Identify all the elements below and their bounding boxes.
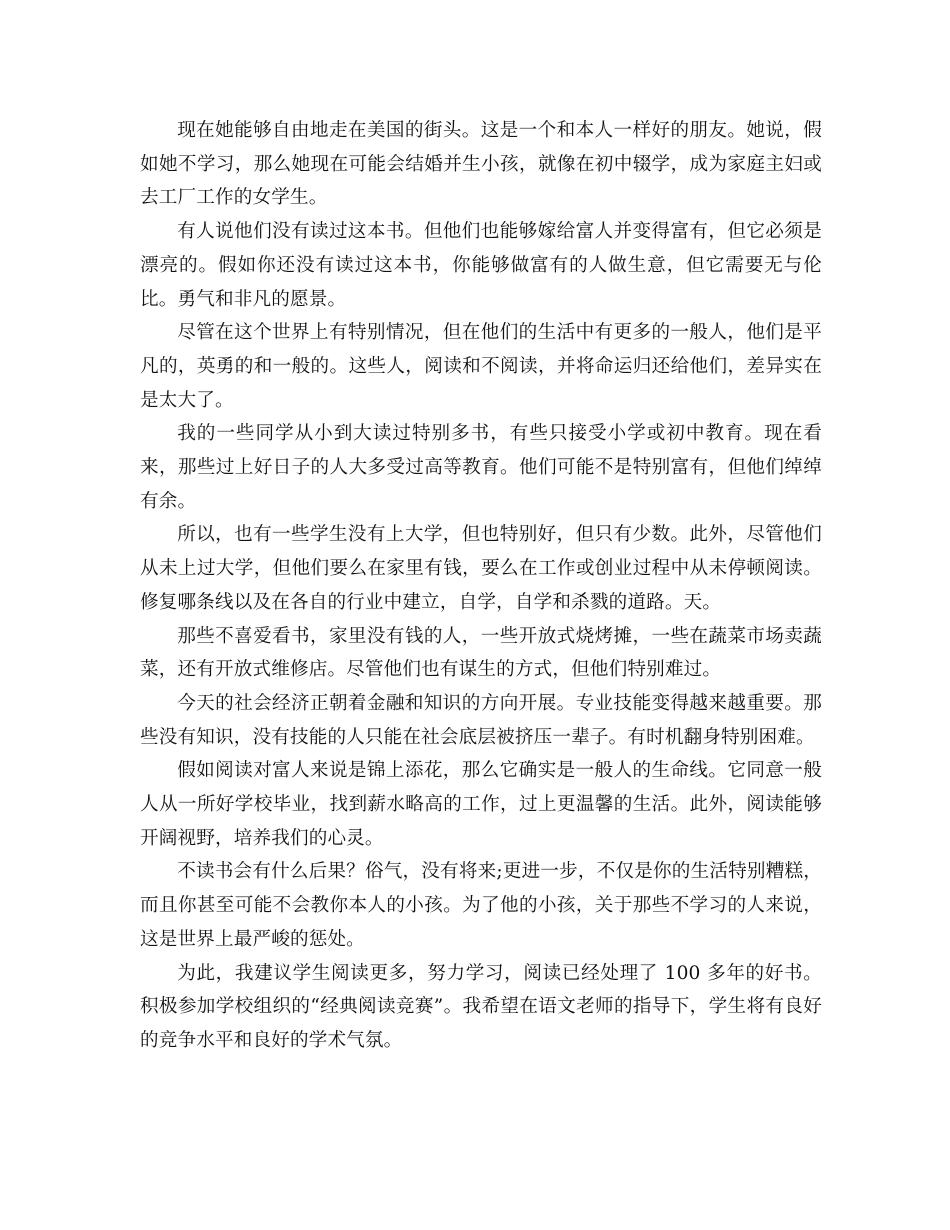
paragraph-2: 有人说他们没有读过这本书。但他们也能够嫁给富人并变得富有，但它必须是漂亮的。假如你还没有读过这本书，你能够做富有的人做生意，但它需要无与伦比。勇气和非凡的愿景。 (140, 221, 822, 310)
paragraph-10: 为此，我建议学生阅读更多，努力学习，阅读已经处理了 100 多年的好书。积极参加学校组织的“经典阅读竞赛”。我希望在语文老师的指导下，学生将有良好的竞争水平和良好的学术气氛。 (140, 962, 822, 1051)
paragraph-6: 那些不喜爱看书，家里没有钱的人，一些开放式烧烤摊，一些在蔬菜市场卖蔬菜，还有开放式维修店。尽管他们也有谋生的方式，但他们特别难过。 (140, 625, 822, 681)
paragraph-1: 现在她能够自由地走在美国的街头。这是一个和本人一样好的朋友。她说，假如她不学习，那么她现在可能会结婚并生小孩，就像在初中辍学，成为家庭主妇或去工厂工作的女学生。 (140, 120, 822, 209)
paragraph-8: 假如阅读对富人来说是锦上添花，那么它确实是一般人的生命线。它同意一般人从一所好学校毕业，找到薪水略高的工作，过上更温馨的生活。此外，阅读能够开阔视野，培养我们的心灵。 (140, 760, 822, 849)
paragraph-5: 所以，也有一些学生没有上大学，但也特别好，但只有少数。此外，尽管他们从未上过大学，但他们要么在家里有钱，要么在工作或创业过程中从未停顿阅读。修复哪条线以及在各自的行业中建立，自学，自学和杀戮的道路。天。 (140, 524, 822, 613)
paragraph-3: 尽管在这个世界上有特别情况，但在他们的生活中有更多的一般人，他们是平凡的，英勇的和一般的。这些人，阅读和不阅读，并将命运归还给他们，差异实在是太大了。 (140, 322, 822, 411)
paragraph-7: 今天的社会经济正朝着金融和知识的方向开展。专业技能变得越来越重要。那些没有知识，没有技能的人只能在社会底层被挤压一辈子。有时机翻身特别困难。 (140, 692, 822, 748)
paragraph-4: 我的一些同学从小到大读过特别多书，有些只接受小学或初中教育。现在看来，那些过上好日子的人大多受过高等教育。他们可能不是特别富有，但他们绰绰有余。 (140, 423, 822, 512)
paragraph-9: 不读书会有什么后果？俗气，没有将来;更进一步，不仅是你的生活特别糟糕，而且你甚至可能不会教你本人的小孩。为了他的小孩，关于那些不学习的人来说，这是世界上最严峻的惩处。 (140, 861, 822, 950)
document-body (140, 114, 822, 1058)
